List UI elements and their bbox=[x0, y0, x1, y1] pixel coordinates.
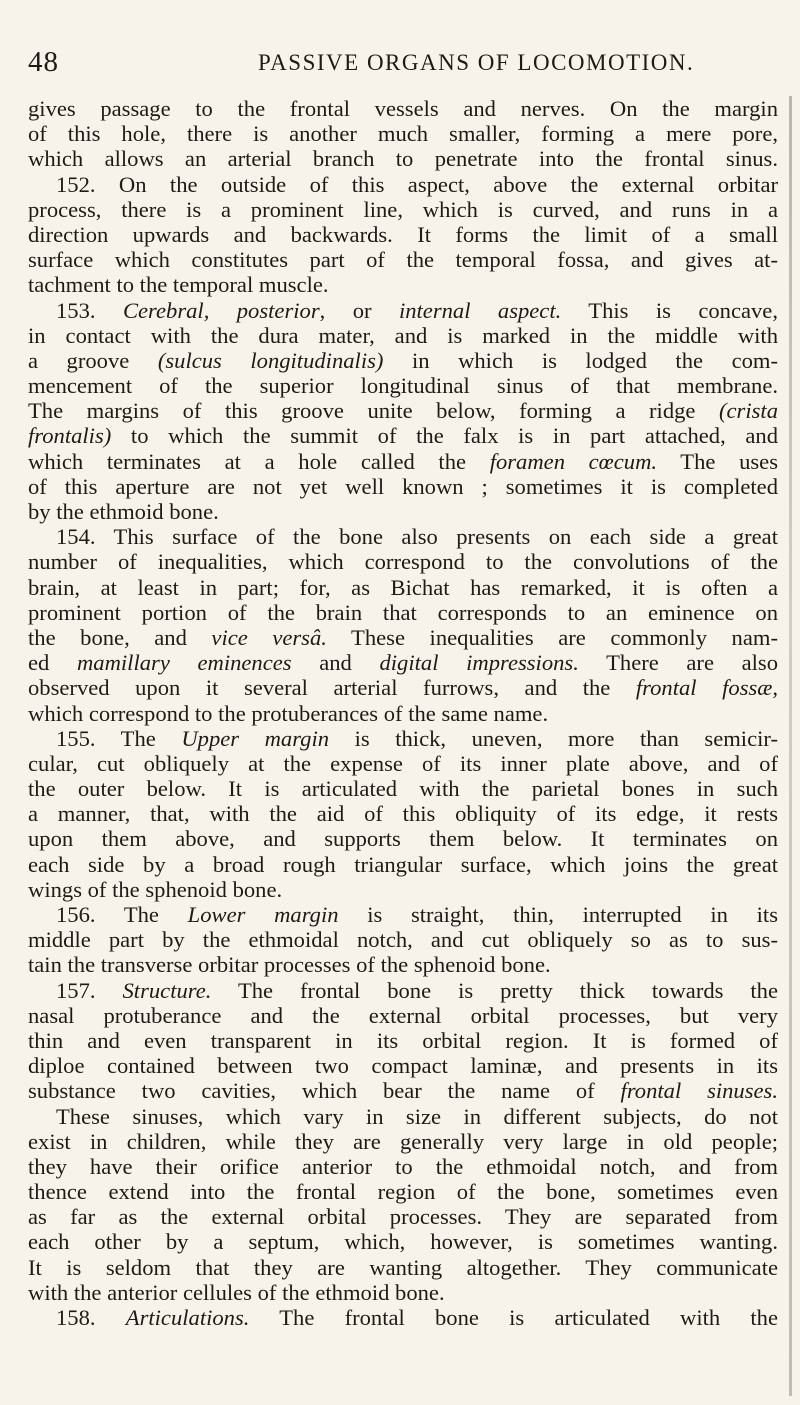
text-line: wings of the sphenoid bone. bbox=[28, 876, 283, 902]
text-line: brain, at least in part; for, as Bichat has remarked, it is often a bbox=[28, 574, 778, 600]
text-line: tain the transverse orbitar processes of the sphenoid bone. bbox=[28, 952, 551, 978]
text-line: middle part by the ethmoidal notch, and cut obliquely so as to sus- bbox=[28, 927, 778, 953]
text-line: in contact with the dura mater, and is marked in the middle with bbox=[28, 322, 778, 348]
text-line: mencement of the superior longitudinal sinus of that membrane. bbox=[28, 373, 778, 399]
text-line: a groove (sulcus longitudinalis) in which is lodged the com- bbox=[28, 347, 778, 373]
text-line: a manner, that, with the aid of this obliquity of its edge, it rests bbox=[28, 801, 778, 827]
text-line: which terminates at a hole called the foramen cœcum. The uses bbox=[28, 448, 778, 474]
text-line: 152. On the outside of this aspect, above the external orbitar bbox=[56, 171, 778, 197]
text-line: frontalis) to which the summit of the falx is in part attached, and bbox=[28, 423, 778, 449]
text-line: These sinuses, which vary in size in different subjects, do not bbox=[56, 1103, 778, 1129]
text-line: thence extend into the frontal region of the bone, sometimes even bbox=[28, 1179, 778, 1205]
text-line: each other by a septum, which, however, is sometimes wanting. bbox=[28, 1229, 778, 1255]
text-line: 155. The Upper margin is thick, uneven, more than semicir- bbox=[56, 725, 778, 751]
text-line: 156. The Lower margin is straight, thin, interrupted in its bbox=[56, 902, 778, 927]
text-line: nasal protuberance and the external orbital processes, but very bbox=[28, 1002, 778, 1028]
text-line: ed mamillary eminences and digital impressions. There are also bbox=[28, 650, 778, 676]
page-number: 48 bbox=[28, 46, 59, 78]
text-line: which correspond to the protuberances of the same name. bbox=[28, 700, 549, 726]
text-line: 157. Structure. The frontal bone is pretty thick towards the bbox=[56, 977, 778, 1003]
text-line: the bone, and vice versâ. These inequalities are commonly nam- bbox=[28, 624, 778, 650]
text-line: as far as the external orbital processes. They are separated from bbox=[28, 1204, 778, 1230]
page-header bbox=[28, 46, 768, 86]
text-line: tachment to the temporal muscle. bbox=[28, 272, 329, 298]
text-line: diploe contained between two compact laminæ, and presents in its bbox=[28, 1053, 778, 1079]
text-line: gives passage to the frontal vessels and nerves. On the margin bbox=[28, 96, 778, 121]
text-line: prominent portion of the brain that corresponds to an eminence on bbox=[28, 599, 778, 625]
text-line: by the ethmoid bone. bbox=[28, 499, 219, 524]
text-line: of this hole, there is another much smaller, forming a mere pore, bbox=[28, 121, 778, 147]
text-line: they have their orifice anterior to the ethmoidal notch, and from bbox=[28, 1153, 778, 1179]
text-line: observed upon it several arterial furrows, and the frontal fossæ, bbox=[28, 675, 778, 701]
text-line: process, there is a prominent line, which is curved, and runs in a bbox=[28, 196, 778, 222]
text-line: It is seldom that they are wanting altogether. They communicate bbox=[28, 1254, 778, 1280]
text-line: upon them above, and supports them below. It terminates on bbox=[28, 826, 778, 852]
text-line: of this aperture are not yet well known ; sometimes it is completed bbox=[28, 473, 778, 499]
page-edge-shadow bbox=[789, 96, 792, 1396]
body-text bbox=[28, 96, 778, 1330]
text-line: the outer below. It is articulated with the parietal bones in such bbox=[28, 776, 778, 802]
text-line: exist in children, while they are generally very large in old people; bbox=[28, 1128, 778, 1154]
text-line: surface which constitutes part of the temporal fossa, and gives at- bbox=[28, 247, 778, 273]
text-line: number of inequalities, which correspond to the convolutions of the bbox=[28, 549, 778, 575]
text-line: with the anterior cellules of the ethmoid bone. bbox=[28, 1279, 445, 1305]
text-line: 158. Articulations. The frontal bone is articulated with the bbox=[56, 1305, 778, 1330]
text-line: cular, cut obliquely at the expense of its inner plate above, and of bbox=[28, 750, 778, 776]
text-line: The margins of this groove unite below, forming a ridge (crista bbox=[28, 398, 778, 424]
text-line: which allows an arterial branch to penetrate into the frontal sinus. bbox=[28, 146, 778, 172]
running-head: PASSIVE ORGANS OF LOCOMOTION. bbox=[258, 50, 695, 75]
text-line: substance two cavities, which bear the name of frontal sinuses. bbox=[28, 1078, 778, 1104]
text-line: 153. Cerebral, posterior, or internal aspect. This is concave, bbox=[56, 297, 778, 323]
text-line: thin and even transparent in its orbital region. It is formed of bbox=[28, 1027, 778, 1053]
text-line: 154. This surface of the bone also presents on each side a great bbox=[56, 524, 778, 550]
text-line: each side by a broad rough triangular surface, which joins the great bbox=[28, 851, 778, 877]
text-line: direction upwards and backwards. It forms the limit of a small bbox=[28, 221, 778, 247]
